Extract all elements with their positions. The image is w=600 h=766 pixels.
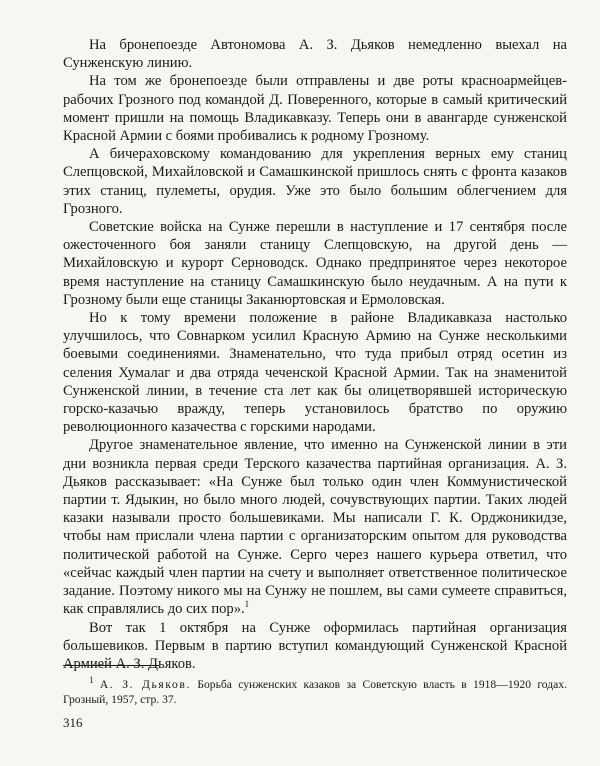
paragraph-5: Но к тому времени положение в районе Владикавказа настолько улучшилось, что Совнарком усилил Красную Армию на Сунже несколькими боевыми соединениями. Знаменательно, что туда прибыл отряд осетин из селения Хумалаг и два отряда чеченской Красной Армии. Так на знаменитой Сунженской линии, в течение ста лет как бы олицетворявшей историческую горско-казачью вражду, теперь установилось братство по оружию революционного казачества с горскими народами. bbox=[63, 310, 567, 436]
paragraph-7: Вот так 1 октября на Сунже оформилась партийная организация большевиков. Первым в партию вступил командующий Сунженской Красной Армией А. З. Дьяков. bbox=[63, 619, 567, 672]
footnote-divider bbox=[63, 665, 159, 666]
paragraph-1: На бронепоезде Автономова А. З. Дьяков немедленно выехал на Сунженскую линию. bbox=[63, 37, 567, 72]
footnote-text: Борьба сунженских казаков за Советскую власть в 1918—1920 годах. Грозный, 1957, стр. 37. bbox=[63, 678, 567, 706]
main-text bbox=[63, 36, 567, 673]
paragraph-6 bbox=[63, 436, 567, 618]
footnote-author: А. З. Дьяков. bbox=[99, 678, 191, 691]
paragraph-3: А бичераховскому командованию для укрепления верных ему станиц Слепцовской, Михайловской и Самашкинской пришлось снять с фронта казаков этих станиц, пулеметы, орудия. Уже это было большим облегчением для Грозного. bbox=[63, 146, 567, 217]
page-number: 316 bbox=[63, 715, 83, 730]
footnote-marker: 1 bbox=[89, 675, 94, 686]
paragraph-2: На том же бронепоезде были отправлены и две роты красноармейцев-рабочих Грозного под командой Д. Поверенного, которые в самый критический момент пришли на помощь Владикавказу. Теперь они в авангарде сунженской Красной Армии с боями пробивались к родному Грозному. bbox=[63, 73, 567, 145]
footnote-reference: 1 bbox=[244, 599, 250, 610]
paragraph-6-text: Другое знаменательное явление, что именно на Сунженской линии в эти дни возникла первая среди Терского казачества партийная организация. А. З. Дьяков рассказывает: «На Сунже был только один член Коммунистической партии т. Ядыкин, но было много людей, сочувствующих партии. Таких людей казаки называли просто большевиками. Мы написали Г. К. Орджоникидзе, чтобы нам прислали члена партии с организаторским опытом для руководства политической работой на Сунже. Серго через нашего курьера ответил, что «сейчас каждый член партии на счету и выполняет ответственное политическое задание. Поэтому никого мы на Сунжу не пошлем, вы сами сумеете справиться, как справлялись до сих пор». bbox=[63, 437, 567, 618]
paragraph-4: Советские войска на Сунже перешли в наступление и 17 сентября после ожесточенного боя заняли станицу Слепцовскую, на другой день — Михайловскую и курорт Серноводск. Однако предпринятое через некоторое время наступление на станицу Самашкинскую было неудачным. А на пути к Грозному были еще станицы Заканюртовская и Ермоловская. bbox=[63, 219, 567, 308]
footnote bbox=[63, 677, 567, 707]
